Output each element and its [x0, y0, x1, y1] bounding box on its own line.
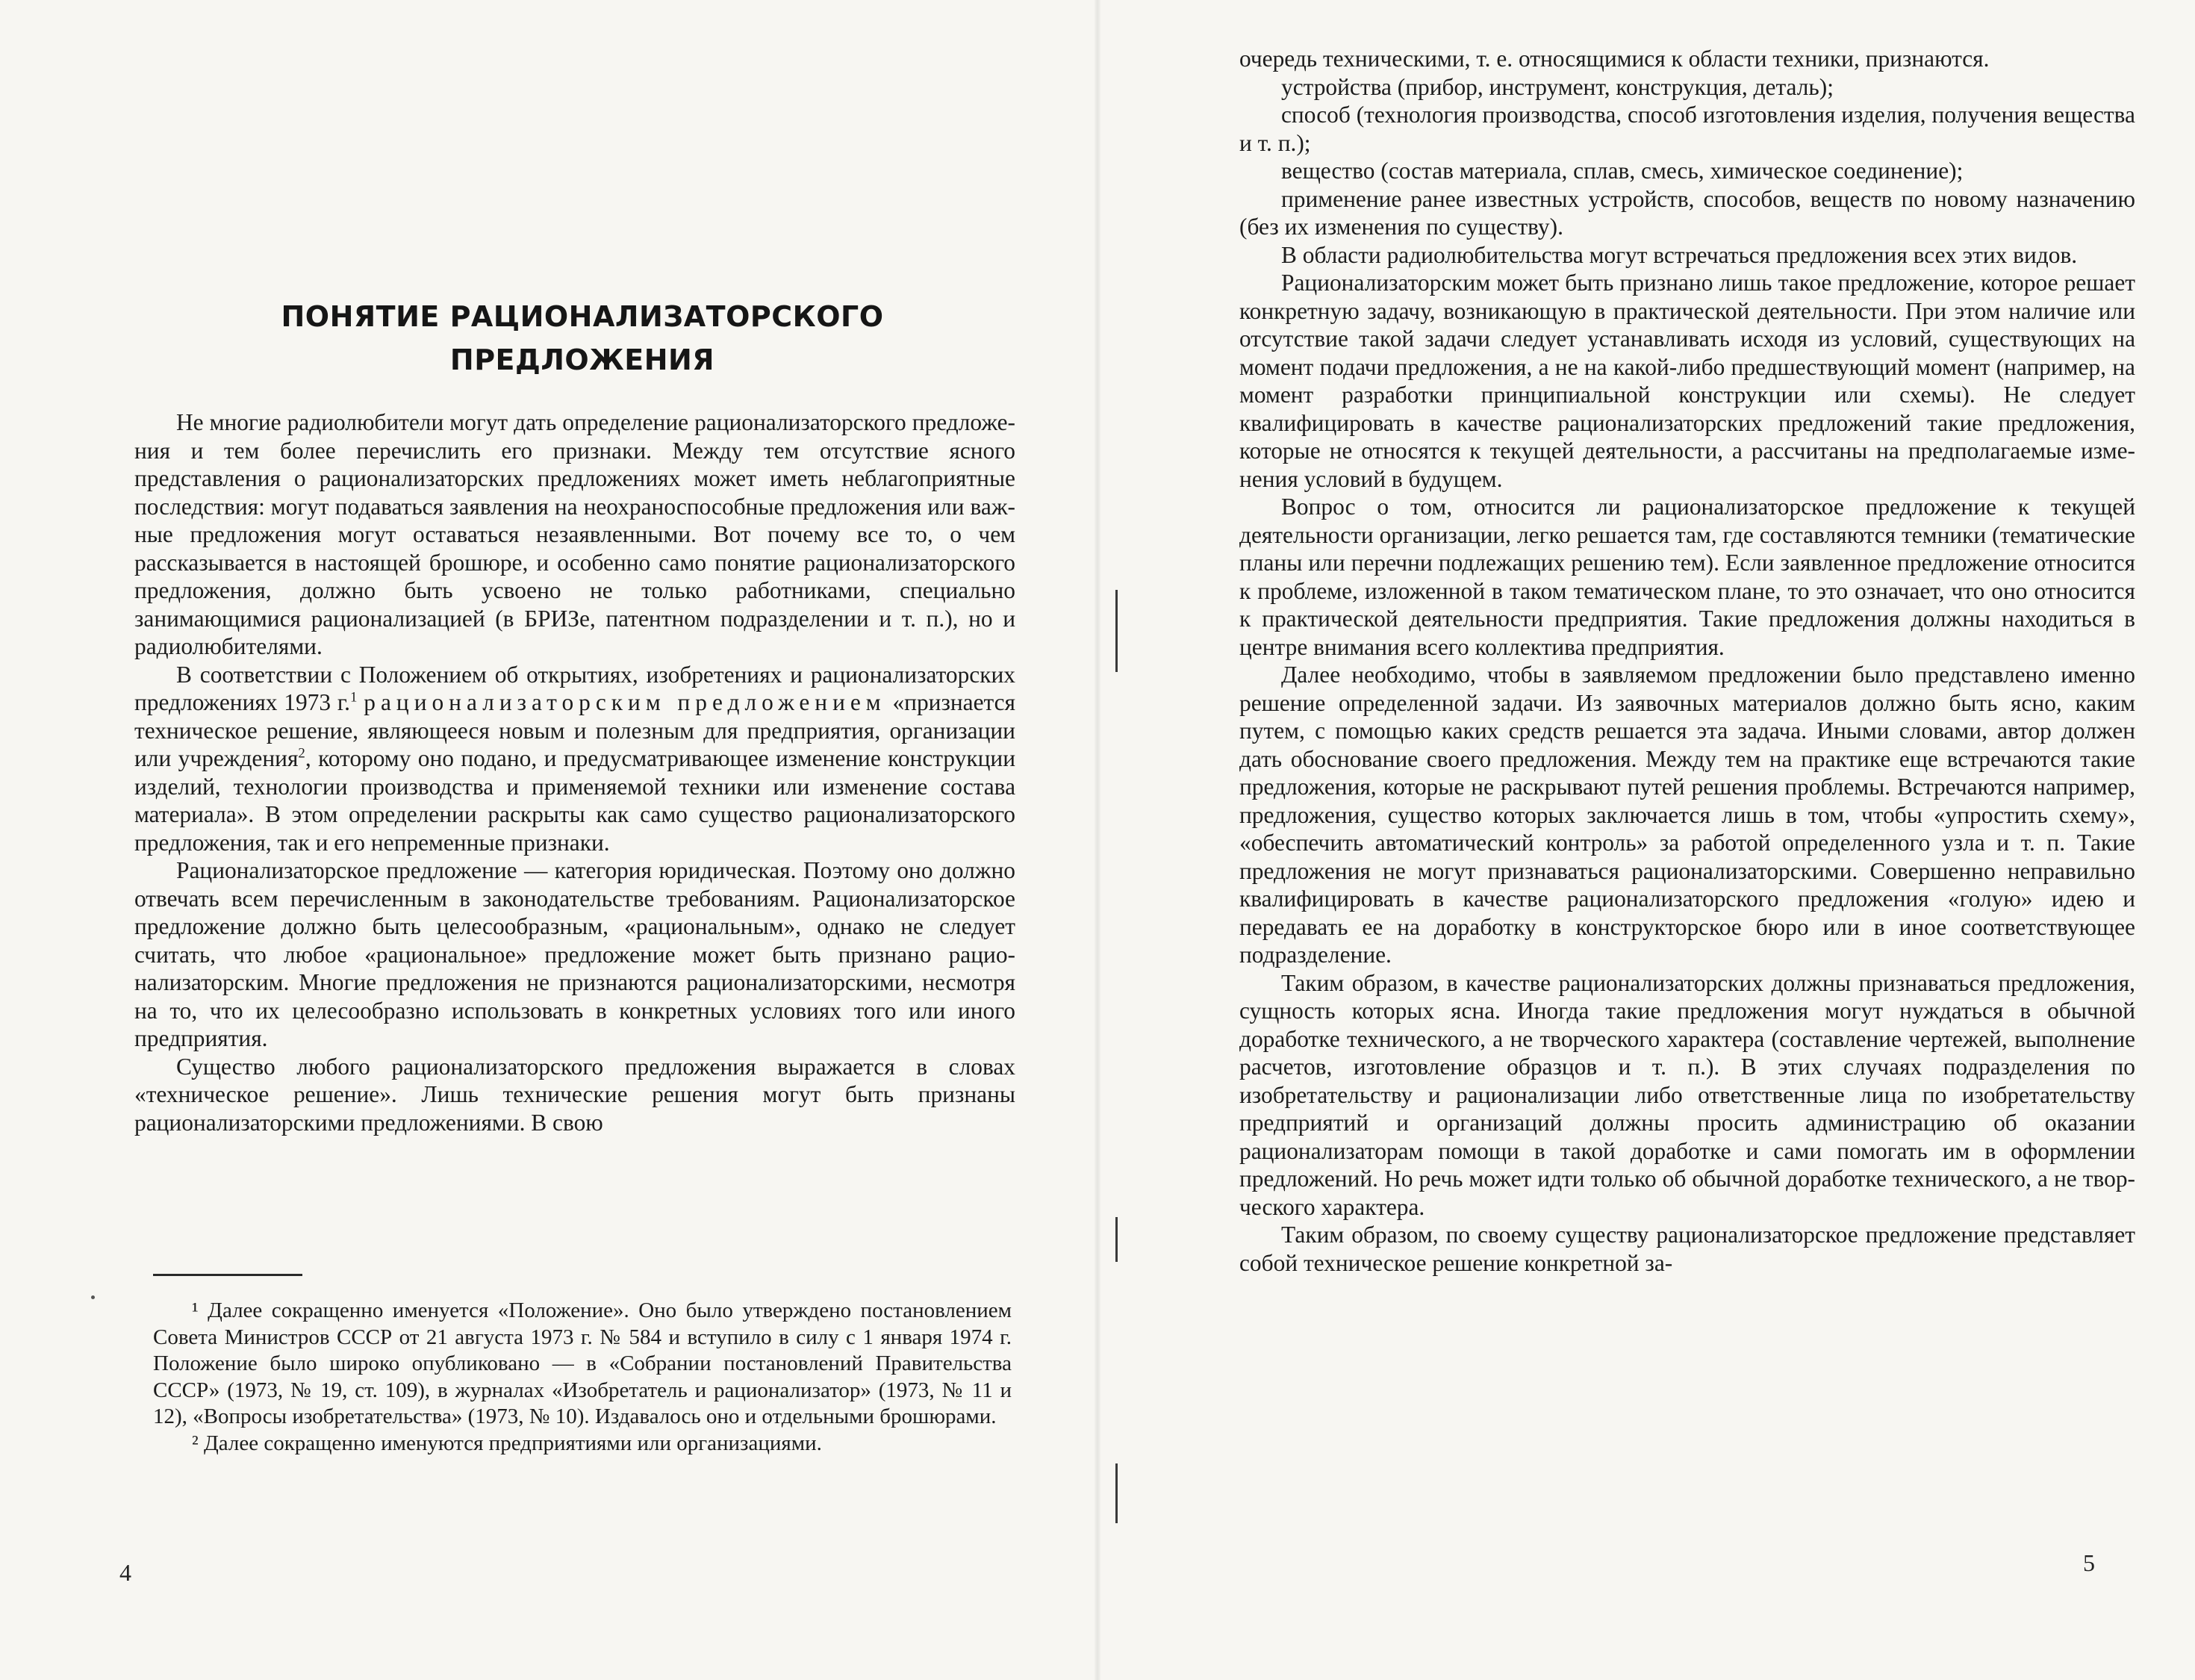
left-paragraph-3: Рационализаторское предложение — категория юридическая. Поэтому оно должно отвечать всем перечисленным в законодательстве требованиям. Рационализаторское предложение должно быть целесообразным, «рациональным», однако не следует считать, что любое «рациональное» предложение может быть признано рационализаторским. Многие предложения не признаются рационализаторскими, несмотря на то, что их целесообразно использовать в конкретных условиях того или иного предприятия. [134, 857, 1015, 1051]
page-number-left: 4 [119, 1559, 131, 1586]
left-paragraph-2-b: «признается техническое решение, являющееся новым и полезным для предприятия, организации или учреждения [134, 689, 1015, 771]
binding-mark [1115, 590, 1118, 672]
heading-line-1: ПОНЯТИЕ РАЦИОНАЛИЗАТОРСКОГО [281, 300, 884, 333]
left-paragraph-4: Существо любого рационализаторского предложения выражается в словах «техническое решение». Лишь технические решения могут быть признаны рационализаторскими предложениями. В свою [134, 1053, 1015, 1136]
left-paragraph-2-c: , которому оно подано, и предусматривающее изменение конструкции изделий, технологии производства и применяемой техники или изменение состава материала». В этом определении раскрыты как само существо рационализаторского предложения, так и его непременные признаки. [134, 745, 1015, 856]
right-paragraph-11: Таким образом, по своему существу рационализаторское предложение представляет собой техническое решение конкретной за- [1239, 1222, 2135, 1276]
right-paragraph-8: Вопрос о том, относится ли рационализаторское предложение к текущей деятельности организации, легко решается там, где составляются темники (тематические планы или перечни подлежащих решению тем). Если заявленное предложение относится к проблеме, изложенной в таком тематическом плане, то это означает, что оно относится к практической деятельности предприятия. Такие предложения должны находиться в центре внимания всего коллектива предприятия. [1239, 494, 2135, 660]
right-paragraph-6: В области радиолюбительства могут встречаться предложения всех этих видов. [1281, 241, 2078, 268]
left-body-text [134, 408, 1015, 1136]
print-speck [91, 1295, 95, 1299]
footnote-2: ² Далее сокращенно именуются предприятиями или организациями. [192, 1431, 822, 1455]
page-number-right: 5 [2083, 1549, 2095, 1576]
left-paragraph-1: Не многие радиолюбители могут дать определение рационализаторского предложения и тем более перечислить его признаки. Между тем отсутствие ясного представления о рационализаторских предложениях может иметь неблагоприятные последствия: могут подаваться заявления на неохраноспособные предложения или важные предложения могут оставаться незаявленными. Вот почему все то, о чем рассказывается в настоящей брошюре, и особенно само понятие рационализаторского предложения, должно быть усвоено не только работниками, специально занимающимися рационализацией (в БРИЗе, патентном подразделении и т. п.), но и радиолюбителями. [134, 409, 1015, 659]
binding-mark [1115, 1463, 1118, 1523]
book-gutter [1095, 0, 1100, 1680]
right-paragraph-2: устройства (прибор, инструмент, конструкция, деталь); [1281, 73, 1834, 100]
footnote-ref-1: 1 [350, 689, 358, 706]
binding-mark [1115, 1217, 1118, 1262]
left-paragraph-2-a: В соответствии с Положением об открытиях, изобретениях и рационализаторских предложениях 1973 г. [134, 661, 1015, 715]
right-paragraph-3: способ (технология производства, способ изготовления изделия, получения вещества и т. п.); [1239, 102, 2135, 156]
right-page [1098, 0, 2195, 1680]
footnote-ref-2: 2 [298, 745, 305, 762]
right-paragraph-4: вещество (состав материала, сплав, смесь, химическое соединение); [1281, 158, 1964, 184]
footnote-1: ¹ Далее сокращенно именуется «Положение». Оно было утверждено постановлением Совета Министров СССР от 21 августа 1973 г. № 584 и вступило в силу с 1 января 1974 г. Положение было широко опубликовано — в «Собрании постановлений Правительства СССР» (1973, № 19, ст. 109), в журналах «Изобретатель и рационализатор» (1973, № 11 и 12), «Вопросы изобретательства» (1973, № 10). Издавалось оно и отдельными брошюрами. [153, 1298, 1012, 1428]
spaced-term: рационализаторским предложением [364, 689, 886, 715]
left-paragraph-2 [134, 661, 1015, 857]
right-paragraph-1: очередь техническими, т. е. относящимися к области техники, признаются. [1239, 46, 1990, 72]
right-body-text [1239, 45, 2135, 1277]
footnote-separator [153, 1274, 302, 1276]
right-paragraph-7: Рационализаторским может быть признано лишь такое предложение, которое решает конкретную задачу, возникающую в практической деятельности. При этом наличие или отсутствие такой задачи следует устанавливать исходя из условий, существующих на момент подачи предложения, а не на какой-либо предшествующий момент (например, на момент разработки принципиальной конструкции или схемы). Не следует квалифицировать в качестве рационализаторских предложений такие предложения, которые не относятся к текущей деятельности, а рассчитаны на предполагаемые изменения условий в будущем. [1239, 270, 2135, 492]
footnotes [153, 1298, 1012, 1457]
right-paragraph-9: Далее необходимо, чтобы в заявляемом предложении было представлено именно решение определенной задачи. Из заявочных материалов должно быть ясно, каким путем, с помощью каких средств решается эта задача. Иными словами, автор должен дать обоснование своего предложения. Между тем на практике еще встречаются такие предложения, которые не раскрывают путей решения проблемы. Встречаются например, предложения, существо которых заключается лишь в том, чтобы «упростить схему», «обеспечить автоматический контроль» за работой определенного узла и т. п. Такие предложения не могут признаваться рационализаторскими. Совершенно неправильно квалифицировать в качестве рационализаторского предложения «голую» идею и передавать ее на доработку в конструкторское бюро или в иное соответствующее подразделение. [1239, 662, 2135, 968]
right-paragraph-5: применение ранее известных устройств, способов, веществ по новому назначению (без их изменения по существу). [1239, 185, 2135, 240]
right-paragraph-10: Таким образом, в качестве рационализаторских должны признаваться предложения, сущность которых ясна. Иногда такие предложения могут нуждаться в обычной доработке технического, а не творческого характера (составление чертежей, выполнение расчетов, изготовление образцов и т. п.). В этих случаях подразделения по изобретательству и рационализации либо ответственные лица по изобретательству предприятий и организаций должны просить администрацию об оказании рационализаторам помощи в такой доработке и сами помогать им в оформлении предложений. Но речь может идти только об обычной доработке технического, а не творческого характера. [1239, 969, 2135, 1220]
section-heading [172, 295, 993, 382]
heading-line-2: ПРЕДЛОЖЕНИЯ [449, 343, 715, 376]
